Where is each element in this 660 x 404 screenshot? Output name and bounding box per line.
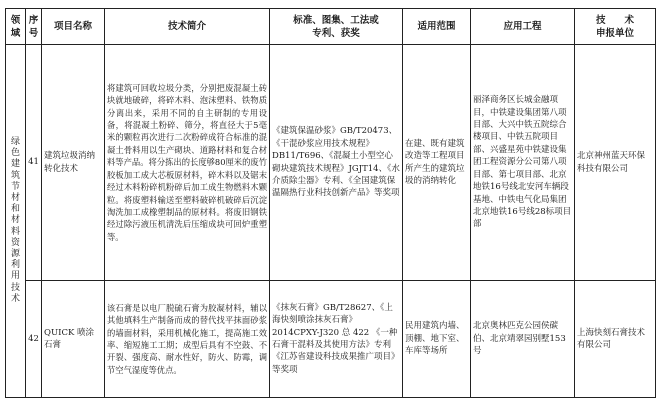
header-scope: 适用范围 [403, 9, 471, 45]
table-row [6, 45, 656, 281]
row-seq: 42 [26, 281, 42, 398]
table-row [6, 281, 656, 398]
row-scope: 民用建筑内墙、顶棚、地下室、车库等场所 [403, 281, 471, 398]
row-standards: 《抹灰石膏》GB/T28627、《上海快刻喷涂抹灰石膏》2014CPXY-J320 总 422 《一种石膏干混料及其使用方法》专利 《江苏省建设科技成果推广项目》等奖项 [270, 281, 403, 398]
row-unit: 北京神州蓝天环保科技有限公司 [575, 45, 656, 281]
row-project-name: 建筑垃圾消纳转化技术 [42, 45, 105, 281]
row-unit: 上海快刻石膏技术有限公司 [575, 281, 656, 398]
row-scope: 在建、既有建筑改造等工程项目所产生的建筑垃圾的消纳转化 [403, 45, 471, 281]
header-seq: 序 号 [26, 9, 42, 45]
row-applications: 北京奥林匹克公园侯碳伯、北京靖翠园别墅153号 [471, 281, 575, 398]
domain-cell: 绿 色 建 筑 节 材 和 材 料 资 源 利 用 技 术 [6, 45, 26, 398]
row-standards: 《建筑保温砂浆》GB/T20473、《干混砂浆应用技术规程》DB11/T696、《混凝土小型空心砌块建筑技术规程》JGJT14、《水介质除尘器》专利、《全国建筑保温隔热行业科技创新产品》等奖项 [270, 45, 403, 281]
row-tech-intro: 将建筑可回收垃圾分类，分别把废混凝土砖块就地破碎，将碎木料、泡沫塑料、铁物质分离出来，采用不同的自主研制的专用设备，将混凝土粉碎、筛分，将直径大于5毫米的颗粒再次进行二次粉碎成符合标准的混凝土骨料用以生产砌块、道路材料和复合材料等产品。将分拣出的长度够80厘米的废竹胶板加工成大芯板原材料，碎木料以及锯末经过木料粉碎机粉碎后加工成生物燃料木颗粒。将废塑料输送至塑料破碎机破碎后沉淀淘洗加工成橡塑制品的原材料。将废旧钢铁经过除污液压机清洗后压缩成块可回炉重塑等。 [105, 45, 270, 281]
header-unit: 技 术 申报单位 [575, 9, 656, 45]
header-applications: 应用工程 [471, 9, 575, 45]
row-applications: 丽泽商务区长城金融项目，中铁建设集团第八项目部、大兴中铁五院综合楼项目、中铁五院项目部、兴盛星苑中铁建设集团工程资源分公司第八项目部、第七项目部、北京地铁16号线北安河车辆段基地、中铁电气化局集团北京地铁16号线28标项目部 [471, 45, 575, 281]
header-domain: 领 域 [6, 9, 26, 45]
row-tech-intro: 该石膏是以电厂脱硫石膏为胶凝材料，辅以其他填料生产制备而成的替代找平抹面砂浆的墙面材料，采用机械化施工，提高施工效率、缩短施工工期；成型后具有不空鼓、不开裂、强度高、耐水性好，防火、防霉，调节空气湿度等优点。 [105, 281, 270, 398]
technology-table [5, 8, 656, 398]
row-project-name: QUICK 喷涂石膏 [42, 281, 105, 398]
row-seq: 41 [26, 45, 42, 281]
header-tech-intro: 技术简介 [105, 9, 270, 45]
header-standards: 标准、图集、工法或 专利、获奖 [270, 9, 403, 45]
header-project-name: 项目名称 [42, 9, 105, 45]
header-row [6, 9, 656, 45]
